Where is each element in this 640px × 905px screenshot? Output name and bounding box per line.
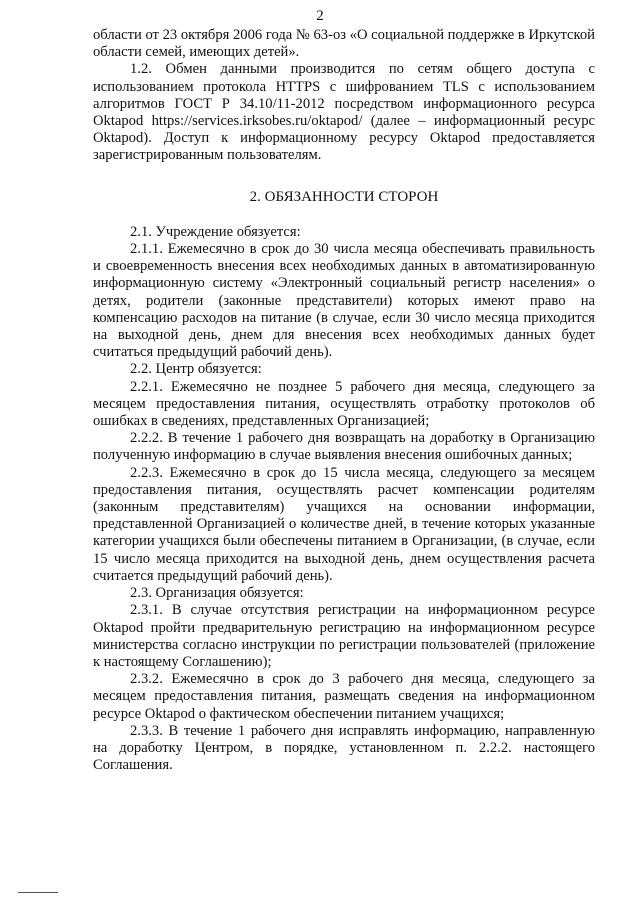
paragraph-2-3-2: 2.3.2. Ежемесячно в срок до 3 рабочего дня месяца, следующего за месяцем предоставления питания, размещать сведения на информационном ресурсе Oktapod о фактическом обеспечении питанием учащихся; xyxy=(93,671,595,722)
paragraph-1-2: 1.2. Обмен данными производится по сетям общего доступа с использованием протокола HTTPS с шифрованием TLS с использованием алгоритмов ГОСТ Р 34.10/11-2012 посредством информационного ресурса Oktapod https://services.irksobes.ru/oktapod/ (далее – информационный ресурс Oktapod). Доступ к информационному ресурсу Oktapod предоставляется зарегистрированным пользователям. xyxy=(93,61,595,164)
paragraph-2-3-1: 2.3.1. В случае отсутствия регистрации на информационном ресурсе Oktapod пройти предварительную регистрацию на информационном ресурсе министерства согласно инструкции по регистрации пользователей (приложение к настоящему Соглашению); xyxy=(93,602,595,670)
paragraph-2-1-1: 2.1.1. Ежемесячно в срок до 30 числа месяца обеспечивать правильность и своевременность внесения всех необходимых данных в автоматизированную информационную систему «Электронный социальный регистр населения» о детях, родители (законные представители) которых имеют право на компенсацию расходов на питание (в случае, если 30 число месяца приходится на выходной день, днем для внесения всех необходимых данных будет считаться предыдущий рабочий день). xyxy=(93,241,595,361)
footer-divider xyxy=(18,892,58,893)
paragraph-2-3-3: 2.3.3. В течение 1 рабочего дня исправлять информацию, направленную на доработку Центром, в порядке, установленном п. 2.2.2. настоящего Соглашения. xyxy=(93,722,595,774)
paragraph-2-1: 2.1. Учреждение обязуется: xyxy=(130,223,301,240)
document-body xyxy=(93,27,595,774)
paragraph-2-2-2: 2.2.2. В течение 1 рабочего дня возвращать на доработку в Организацию полученную информацию в случае выявления внесения ошибочных данных; xyxy=(93,430,595,464)
paragraph-2-2-1: 2.2.1. Ежемесячно не позднее 5 рабочего дня месяца, следующего за месяцем предоставления питания, осуществлять отработку протоколов об ошибках в сведениях, представленных Организацией; xyxy=(93,378,595,430)
paragraph-continuation: области от 23 октября 2006 года № 63-оз «О социальной поддержке в Иркутской области семей, имеющих детей». xyxy=(93,27,595,61)
paragraph-2-2-3: 2.2.3. Ежемесячно в срок до 15 числа месяца, следующего за месяцем предоставления питания, осуществлять расчет компенсации родителям (законным представителям) учащихся на основании информации, представленной Организацией о количестве дней, в течение которых указанные категории учащихся были обеспечены питанием в Организации, (в случае, если 15 число месяца приходится на выходной день, днем осуществления расчета считается предыдущий рабочий день). xyxy=(93,464,595,584)
paragraph-2-3: 2.3. Организация обязуется: xyxy=(130,585,304,602)
section-heading: 2. ОБЯЗАННОСТИ СТОРОН xyxy=(249,188,439,205)
paragraph-2-2: 2.2. Центр обязуется: xyxy=(130,361,262,378)
page-number: 2 xyxy=(316,8,324,24)
